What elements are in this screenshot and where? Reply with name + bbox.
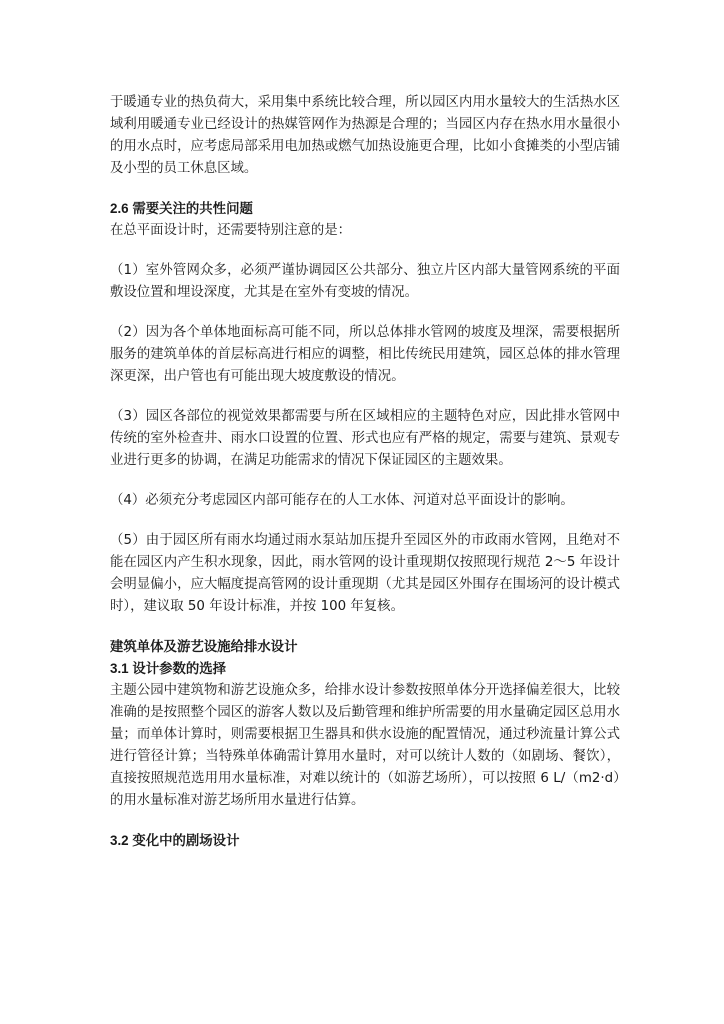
list-item: （2）因为各个单体地面标高可能不同，所以总体排水管网的坡度及埋深，需要根据所服务的建筑单体的首层标高进行相应的调整，相比传统民用建筑，园区总体的排水管理深更深，出户管也有可能出现大坡度敷设的情况。 xyxy=(110,325,620,384)
section-3-1-body: 主题公园中建筑物和游艺设施众多，给排水设计参数按照单体分开选择偏差很大，比较准确的是按照整个园区的游客人数以及后勤管理和维护所需要的用水量确定园区总用水量；而单体计算时，则需要根据卫生器具和供水设施的配置情况，通过秒流量计算公式进行管径计算；当特殊单体确需计算用水量时，对可以统计人数的（如剧场、餐饮），直接按照规范选用用水量标准，对难以统计的（如游艺场所），可以按照 6 L/（m2·d）的用水量标准对游艺场所用水量进行估算。 xyxy=(110,683,620,808)
section-3-heading: 建筑单体及游艺设施给排水设计 xyxy=(110,639,298,654)
intro-paragraph: 于暖通专业的热负荷大，采用集中系统比较合理，所以园区内用水量较大的生活热水区域利用暖通专业已经设计的热媒管网作为热源是合理的；当园区内存在热水用水量很小的用水点时，应考虑局部采用电加热或燃气加热设施更合理，比如小食摊类的小型店铺及小型的员工休息区域。 xyxy=(110,95,620,176)
list-item: （4）必须充分考虑园区内部可能存在的人工水体、河道对总平面设计的影响。 xyxy=(110,493,574,508)
list-item: （1）室外管网众多，必须严谨协调园区公共部分、独立片区内部大量管网系统的平面敷设位置和埋设深度，尤其是在室外有变坡的情况。 xyxy=(110,263,620,300)
document-page xyxy=(110,92,620,852)
section-2-6-heading: 2.6 需要关注的共性问题 xyxy=(110,201,253,216)
section-3-1-heading: 3.1 设计参数的选择 xyxy=(110,661,227,676)
list-item: （5）由于园区所有雨水均通过雨水泵站加压提升至园区外的市政雨水管网，且绝对不能在园区内产生积水现象，因此，雨水管网的设计重现期仅按照现行规范 2～5 年设计会明显偏小，应大幅度提高管网的设计重现期（尤其是园区外围存在围场河的设计模式时），建议取 50 年设计标准，并按 100 年复核。 xyxy=(110,533,620,614)
list-item: （3）园区各部位的视觉效果都需要与所在区域相应的主题特色对应，因此排水管网中传统的室外检查井、雨水口设置的位置、形式也应有严格的规定，需要与建筑、景观专业进行更多的协调，在满足功能需求的情况下保证园区的主题效果。 xyxy=(110,409,620,468)
section-2-6-lead: 在总平面设计时，还需要特别注意的是： xyxy=(110,223,352,238)
section-3-2-heading: 3.2 变化中的剧场设计 xyxy=(110,833,240,848)
